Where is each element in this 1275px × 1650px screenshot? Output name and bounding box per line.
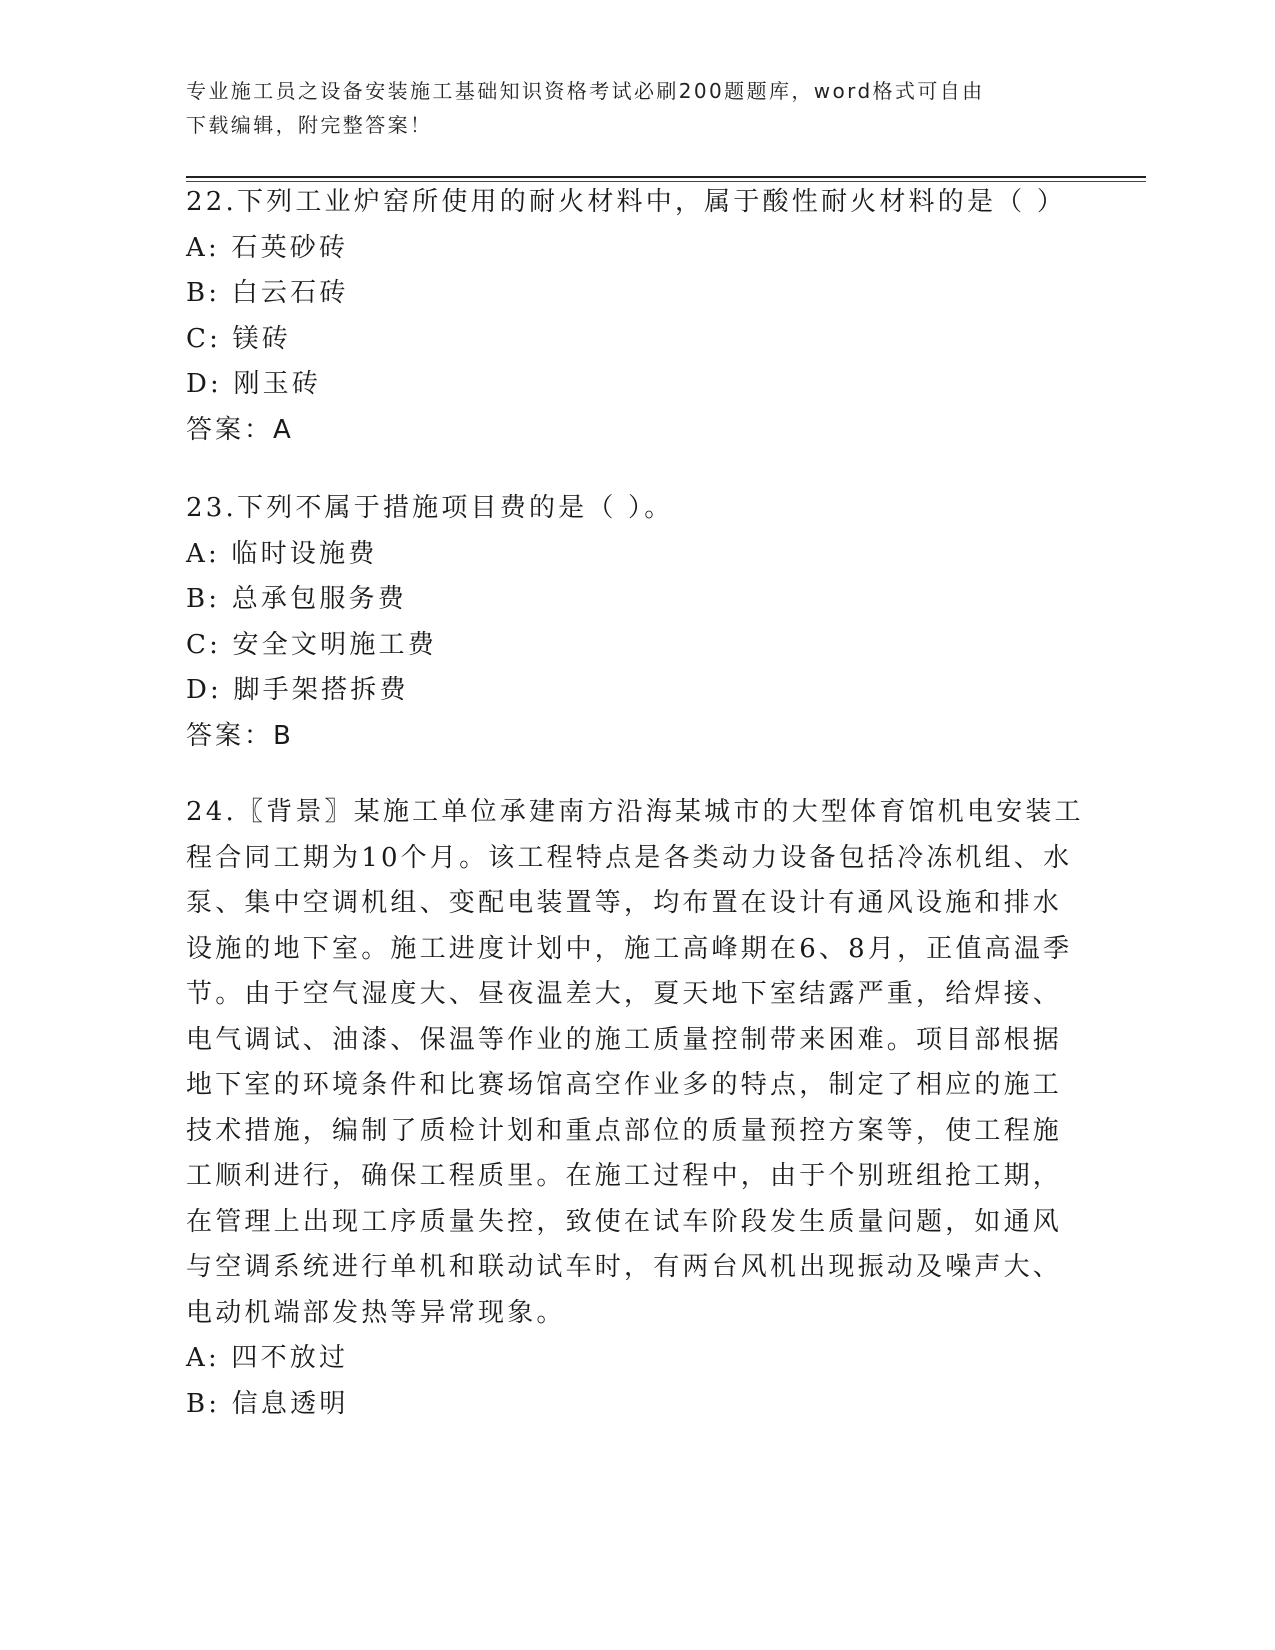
question-stem: [186, 790, 1084, 1336]
option-b: B: 白云石砖: [186, 278, 349, 308]
stem-line: 节。由于空气湿度大、昼夜温差大，夏天地下室结露严重，给焊接、: [186, 979, 1063, 1009]
question-stem: 22.下列工业炉窑所使用的耐火材料中，属于酸性耐火材料的是（ ）: [186, 187, 1067, 217]
option-c: C: 镁砖: [186, 323, 291, 354]
stem-line: 程合同工期为10个月。该工程特点是各类动力设备包括冷冻机组、水: [186, 842, 1073, 873]
option-d: D: 脚手架搭拆费: [186, 675, 409, 705]
option-d: D: 刚玉砖: [186, 369, 322, 399]
stem-line: 工顺利进行，确保工程质里。在施工过程中，由于个别班组抢工期，: [186, 1161, 1063, 1191]
stem-line: 24.〖背景〗某施工单位承建南方沿海某城市的大型体育馆机电安装工: [186, 797, 1084, 827]
option-a: A: 石英砂砖: [186, 232, 349, 263]
option-a: A: 临时设施费: [186, 538, 378, 569]
option-a: A: 四不放过: [186, 1343, 349, 1373]
stem-line: 与空调系统进行单机和联动试车时，有两台风机出现振动及噪声大、: [186, 1252, 1063, 1282]
stem-line: 在管理上出现工序质量失控，致使在试车阶段发生质量问题，如通风: [186, 1206, 1063, 1237]
option-c: C: 安全文明施工费: [186, 629, 437, 660]
header-line-2: 下载编辑，附完整答案！: [186, 113, 433, 137]
option-b: B: 信息透明: [186, 1388, 349, 1419]
stem-line: 设施的地下室。施工进度计划中，施工高峰期在6、8月，正值高温季: [186, 933, 1073, 964]
header-divider-thick: [186, 176, 1146, 178]
stem-line: 电气调试、油漆、保温等作业的施工质量控制带来困难。项目部根据: [186, 1024, 1063, 1055]
document-header: [186, 74, 1066, 142]
question-22: [186, 180, 1066, 453]
answer: 答案：A: [186, 414, 294, 445]
question-stem: 23.下列不属于措施项目费的是（ ）。: [186, 493, 674, 523]
question-23: [186, 486, 1066, 759]
stem-line: 地下室的环境条件和比赛场馆高空作业多的特点，制定了相应的施工: [186, 1070, 1063, 1100]
option-b: B: 总承包服务费: [186, 584, 407, 614]
stem-line: 技术措施，编制了质检计划和重点部位的质量预控方案等，使工程施: [186, 1115, 1063, 1146]
answer: 答案：B: [186, 720, 294, 751]
stem-line: 泵、集中空调机组、变配电装置等，均布置在设计有通风设施和排水: [186, 888, 1063, 918]
question-24: [186, 790, 1084, 1427]
stem-line: 电动机端部发热等异常现象。: [186, 1297, 566, 1328]
header-line-1: 专业施工员之设备安装施工基础知识资格考试必刷200题题库，word格式可自由: [186, 79, 985, 103]
